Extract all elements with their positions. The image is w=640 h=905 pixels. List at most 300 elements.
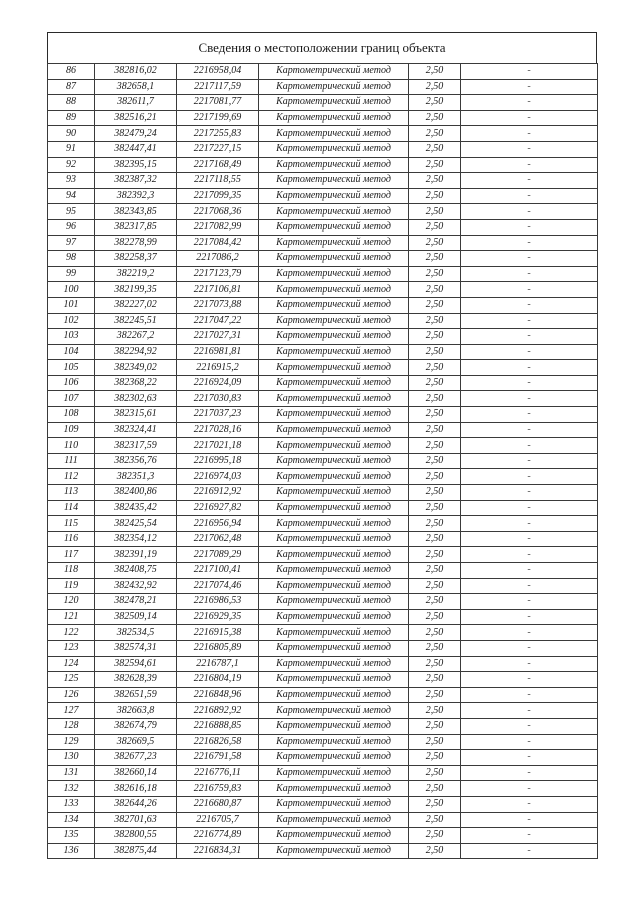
description-cell: - [461, 360, 598, 376]
x-coordinate-cell: 382677,23 [95, 750, 177, 766]
x-coordinate-cell: 382354,12 [95, 531, 177, 547]
description-cell: - [461, 547, 598, 563]
description-cell: - [461, 422, 598, 438]
method-cell: Картометрический метод [259, 453, 409, 469]
accuracy-cell: 2,50 [409, 375, 461, 391]
method-cell: Картометрический метод [259, 344, 409, 360]
table-row [48, 126, 598, 142]
point-number-cell: 123 [48, 640, 95, 656]
x-coordinate-cell: 382302,63 [95, 391, 177, 407]
table-row [48, 157, 598, 173]
method-cell: Картометрический метод [259, 781, 409, 797]
method-cell: Картометрический метод [259, 438, 409, 454]
table-row [48, 453, 598, 469]
accuracy-cell: 2,50 [409, 453, 461, 469]
description-cell: - [461, 173, 598, 189]
x-coordinate-cell: 382258,37 [95, 251, 177, 267]
accuracy-cell: 2,50 [409, 297, 461, 313]
x-coordinate-cell: 382816,02 [95, 64, 177, 80]
point-number-cell: 122 [48, 625, 95, 641]
description-cell: - [461, 594, 598, 610]
method-cell: Картометрический метод [259, 297, 409, 313]
description-cell: - [461, 796, 598, 812]
method-cell: Картометрический метод [259, 734, 409, 750]
table-row [48, 422, 598, 438]
y-coordinate-cell: 2217082,99 [177, 219, 259, 235]
table-row [48, 516, 598, 532]
point-number-cell: 118 [48, 563, 95, 579]
x-coordinate-cell: 382435,42 [95, 500, 177, 516]
x-coordinate-cell: 382509,14 [95, 609, 177, 625]
point-number-cell: 131 [48, 765, 95, 781]
method-cell: Картометрический метод [259, 843, 409, 859]
y-coordinate-cell: 2216915,2 [177, 360, 259, 376]
table-row [48, 407, 598, 423]
table-row [48, 251, 598, 267]
description-cell: - [461, 64, 598, 80]
y-coordinate-cell: 2217084,42 [177, 235, 259, 251]
x-coordinate-cell: 382267,2 [95, 329, 177, 345]
method-cell: Картометрический метод [259, 469, 409, 485]
accuracy-cell: 2,50 [409, 469, 461, 485]
description-cell: - [461, 188, 598, 204]
point-number-cell: 124 [48, 656, 95, 672]
method-cell: Картометрический метод [259, 204, 409, 220]
y-coordinate-cell: 2217027,31 [177, 329, 259, 345]
y-coordinate-cell: 2216892,92 [177, 703, 259, 719]
accuracy-cell: 2,50 [409, 313, 461, 329]
table-row [48, 547, 598, 563]
table-row [48, 578, 598, 594]
method-cell: Картометрический метод [259, 188, 409, 204]
x-coordinate-cell: 382315,61 [95, 407, 177, 423]
x-coordinate-cell: 382644,26 [95, 796, 177, 812]
method-cell: Картометрический метод [259, 126, 409, 142]
description-cell: - [461, 531, 598, 547]
method-cell: Картометрический метод [259, 95, 409, 111]
x-coordinate-cell: 382660,14 [95, 765, 177, 781]
table-row [48, 640, 598, 656]
description-cell: - [461, 781, 598, 797]
accuracy-cell: 2,50 [409, 391, 461, 407]
table-row [48, 828, 598, 844]
method-cell: Картометрический метод [259, 313, 409, 329]
y-coordinate-cell: 2217021,18 [177, 438, 259, 454]
description-cell: - [461, 750, 598, 766]
y-coordinate-cell: 2216915,38 [177, 625, 259, 641]
method-cell: Картометрический метод [259, 531, 409, 547]
method-cell: Картометрический метод [259, 282, 409, 298]
y-coordinate-cell: 2217168,49 [177, 157, 259, 173]
description-cell: - [461, 516, 598, 532]
point-number-cell: 88 [48, 95, 95, 111]
point-number-cell: 112 [48, 469, 95, 485]
y-coordinate-cell: 2217227,15 [177, 141, 259, 157]
method-cell: Картометрический метод [259, 516, 409, 532]
method-cell: Картометрический метод [259, 110, 409, 126]
method-cell: Картометрический метод [259, 765, 409, 781]
accuracy-cell: 2,50 [409, 64, 461, 80]
y-coordinate-cell: 2217086,2 [177, 251, 259, 267]
y-coordinate-cell: 2216912,92 [177, 485, 259, 501]
point-number-cell: 133 [48, 796, 95, 812]
table-row [48, 329, 598, 345]
accuracy-cell: 2,50 [409, 407, 461, 423]
y-coordinate-cell: 2216956,94 [177, 516, 259, 532]
y-coordinate-cell: 2216680,87 [177, 796, 259, 812]
x-coordinate-cell: 382227,02 [95, 297, 177, 313]
y-coordinate-cell: 2216981,81 [177, 344, 259, 360]
point-number-cell: 108 [48, 407, 95, 423]
y-coordinate-cell: 2216787,1 [177, 656, 259, 672]
point-number-cell: 126 [48, 687, 95, 703]
description-cell: - [461, 485, 598, 501]
table-body [48, 64, 598, 859]
x-coordinate-cell: 382516,21 [95, 110, 177, 126]
x-coordinate-cell: 382616,18 [95, 781, 177, 797]
accuracy-cell: 2,50 [409, 360, 461, 376]
table-row [48, 95, 598, 111]
point-number-cell: 91 [48, 141, 95, 157]
method-cell: Картометрический метод [259, 219, 409, 235]
accuracy-cell: 2,50 [409, 251, 461, 267]
table-row [48, 297, 598, 313]
point-number-cell: 127 [48, 703, 95, 719]
method-cell: Картометрический метод [259, 750, 409, 766]
table-row [48, 282, 598, 298]
x-coordinate-cell: 382199,35 [95, 282, 177, 298]
x-coordinate-cell: 382574,31 [95, 640, 177, 656]
point-number-cell: 103 [48, 329, 95, 345]
y-coordinate-cell: 2217255,83 [177, 126, 259, 142]
point-number-cell: 89 [48, 110, 95, 126]
description-cell: - [461, 718, 598, 734]
description-cell: - [461, 469, 598, 485]
x-coordinate-cell: 382447,41 [95, 141, 177, 157]
point-number-cell: 90 [48, 126, 95, 142]
table-row [48, 204, 598, 220]
method-cell: Картометрический метод [259, 329, 409, 345]
table-title: Сведения о местоположении границ объекта [47, 32, 597, 63]
point-number-cell: 95 [48, 204, 95, 220]
point-number-cell: 128 [48, 718, 95, 734]
y-coordinate-cell: 2216705,7 [177, 812, 259, 828]
point-number-cell: 96 [48, 219, 95, 235]
description-cell: - [461, 235, 598, 251]
accuracy-cell: 2,50 [409, 79, 461, 95]
accuracy-cell: 2,50 [409, 750, 461, 766]
method-cell: Картометрический метод [259, 360, 409, 376]
point-number-cell: 130 [48, 750, 95, 766]
x-coordinate-cell: 382478,21 [95, 594, 177, 610]
description-cell: - [461, 687, 598, 703]
point-number-cell: 132 [48, 781, 95, 797]
x-coordinate-cell: 382317,59 [95, 438, 177, 454]
point-number-cell: 119 [48, 578, 95, 594]
description-cell: - [461, 266, 598, 282]
y-coordinate-cell: 2216759,83 [177, 781, 259, 797]
table-row [48, 734, 598, 750]
method-cell: Картометрический метод [259, 422, 409, 438]
accuracy-cell: 2,50 [409, 812, 461, 828]
point-number-cell: 101 [48, 297, 95, 313]
description-cell: - [461, 313, 598, 329]
x-coordinate-cell: 382324,41 [95, 422, 177, 438]
y-coordinate-cell: 2217074,46 [177, 578, 259, 594]
point-number-cell: 129 [48, 734, 95, 750]
accuracy-cell: 2,50 [409, 547, 461, 563]
method-cell: Картометрический метод [259, 625, 409, 641]
method-cell: Картометрический метод [259, 812, 409, 828]
x-coordinate-cell: 382387,32 [95, 173, 177, 189]
description-cell: - [461, 563, 598, 579]
point-number-cell: 109 [48, 422, 95, 438]
x-coordinate-cell: 382594,61 [95, 656, 177, 672]
method-cell: Картометрический метод [259, 141, 409, 157]
point-number-cell: 117 [48, 547, 95, 563]
table-row [48, 843, 598, 859]
description-cell: - [461, 126, 598, 142]
accuracy-cell: 2,50 [409, 329, 461, 345]
accuracy-cell: 2,50 [409, 500, 461, 516]
description-cell: - [461, 812, 598, 828]
method-cell: Картометрический метод [259, 500, 409, 516]
accuracy-cell: 2,50 [409, 656, 461, 672]
description-cell: - [461, 282, 598, 298]
table-row [48, 313, 598, 329]
accuracy-cell: 2,50 [409, 703, 461, 719]
accuracy-cell: 2,50 [409, 95, 461, 111]
y-coordinate-cell: 2217123,79 [177, 266, 259, 282]
method-cell: Картометрический метод [259, 656, 409, 672]
method-cell: Картометрический метод [259, 828, 409, 844]
x-coordinate-cell: 382343,85 [95, 204, 177, 220]
y-coordinate-cell: 2216974,03 [177, 469, 259, 485]
point-number-cell: 121 [48, 609, 95, 625]
y-coordinate-cell: 2217073,88 [177, 297, 259, 313]
point-number-cell: 106 [48, 375, 95, 391]
x-coordinate-cell: 382400,86 [95, 485, 177, 501]
description-cell: - [461, 453, 598, 469]
point-number-cell: 116 [48, 531, 95, 547]
accuracy-cell: 2,50 [409, 235, 461, 251]
y-coordinate-cell: 2216776,11 [177, 765, 259, 781]
y-coordinate-cell: 2216958,04 [177, 64, 259, 80]
description-cell: - [461, 703, 598, 719]
point-number-cell: 107 [48, 391, 95, 407]
accuracy-cell: 2,50 [409, 516, 461, 532]
method-cell: Картометрический метод [259, 672, 409, 688]
method-cell: Картометрический метод [259, 235, 409, 251]
accuracy-cell: 2,50 [409, 141, 461, 157]
method-cell: Картометрический метод [259, 718, 409, 734]
accuracy-cell: 2,50 [409, 485, 461, 501]
accuracy-cell: 2,50 [409, 781, 461, 797]
description-cell: - [461, 344, 598, 360]
method-cell: Картометрический метод [259, 640, 409, 656]
table-row [48, 781, 598, 797]
method-cell: Картометрический метод [259, 547, 409, 563]
accuracy-cell: 2,50 [409, 438, 461, 454]
table-row [48, 235, 598, 251]
y-coordinate-cell: 2216848,96 [177, 687, 259, 703]
accuracy-cell: 2,50 [409, 843, 461, 859]
x-coordinate-cell: 382628,39 [95, 672, 177, 688]
accuracy-cell: 2,50 [409, 266, 461, 282]
y-coordinate-cell: 2217081,77 [177, 95, 259, 111]
table-row [48, 765, 598, 781]
accuracy-cell: 2,50 [409, 594, 461, 610]
document-page [47, 32, 597, 859]
x-coordinate-cell: 382663,8 [95, 703, 177, 719]
description-cell: - [461, 765, 598, 781]
accuracy-cell: 2,50 [409, 578, 461, 594]
accuracy-cell: 2,50 [409, 531, 461, 547]
description-cell: - [461, 110, 598, 126]
method-cell: Картометрический метод [259, 485, 409, 501]
description-cell: - [461, 297, 598, 313]
y-coordinate-cell: 2216834,31 [177, 843, 259, 859]
description-cell: - [461, 500, 598, 516]
y-coordinate-cell: 2216826,58 [177, 734, 259, 750]
x-coordinate-cell: 382368,22 [95, 375, 177, 391]
description-cell: - [461, 407, 598, 423]
accuracy-cell: 2,50 [409, 734, 461, 750]
method-cell: Картометрический метод [259, 375, 409, 391]
point-number-cell: 134 [48, 812, 95, 828]
description-cell: - [461, 656, 598, 672]
table-row [48, 110, 598, 126]
point-number-cell: 98 [48, 251, 95, 267]
table-row [48, 173, 598, 189]
description-cell: - [461, 843, 598, 859]
table-row [48, 360, 598, 376]
description-cell: - [461, 625, 598, 641]
description-cell: - [461, 219, 598, 235]
x-coordinate-cell: 382701,63 [95, 812, 177, 828]
description-cell: - [461, 828, 598, 844]
method-cell: Картометрический метод [259, 703, 409, 719]
accuracy-cell: 2,50 [409, 796, 461, 812]
accuracy-cell: 2,50 [409, 422, 461, 438]
x-coordinate-cell: 382611,7 [95, 95, 177, 111]
accuracy-cell: 2,50 [409, 188, 461, 204]
x-coordinate-cell: 382674,79 [95, 718, 177, 734]
table-row [48, 703, 598, 719]
accuracy-cell: 2,50 [409, 126, 461, 142]
y-coordinate-cell: 2216888,85 [177, 718, 259, 734]
point-number-cell: 113 [48, 485, 95, 501]
description-cell: - [461, 251, 598, 267]
y-coordinate-cell: 2216805,89 [177, 640, 259, 656]
x-coordinate-cell: 382392,3 [95, 188, 177, 204]
y-coordinate-cell: 2217068,36 [177, 204, 259, 220]
table-row [48, 531, 598, 547]
description-cell: - [461, 329, 598, 345]
accuracy-cell: 2,50 [409, 204, 461, 220]
method-cell: Картометрический метод [259, 687, 409, 703]
method-cell: Картометрический метод [259, 79, 409, 95]
point-number-cell: 125 [48, 672, 95, 688]
y-coordinate-cell: 2217117,59 [177, 79, 259, 95]
table-row [48, 344, 598, 360]
y-coordinate-cell: 2217047,22 [177, 313, 259, 329]
table-row [48, 79, 598, 95]
y-coordinate-cell: 2216924,09 [177, 375, 259, 391]
table-row [48, 141, 598, 157]
description-cell: - [461, 609, 598, 625]
y-coordinate-cell: 2216986,53 [177, 594, 259, 610]
x-coordinate-cell: 382349,02 [95, 360, 177, 376]
accuracy-cell: 2,50 [409, 563, 461, 579]
x-coordinate-cell: 382294,92 [95, 344, 177, 360]
accuracy-cell: 2,50 [409, 110, 461, 126]
method-cell: Картометрический метод [259, 391, 409, 407]
y-coordinate-cell: 2216995,18 [177, 453, 259, 469]
table-row [48, 64, 598, 80]
y-coordinate-cell: 2216804,19 [177, 672, 259, 688]
point-number-cell: 115 [48, 516, 95, 532]
description-cell: - [461, 672, 598, 688]
point-number-cell: 100 [48, 282, 95, 298]
table-row [48, 438, 598, 454]
table-row [48, 485, 598, 501]
method-cell: Картометрический метод [259, 64, 409, 80]
table-row [48, 594, 598, 610]
method-cell: Картометрический метод [259, 157, 409, 173]
accuracy-cell: 2,50 [409, 718, 461, 734]
table-row [48, 469, 598, 485]
point-number-cell: 99 [48, 266, 95, 282]
table-row [48, 375, 598, 391]
x-coordinate-cell: 382534,5 [95, 625, 177, 641]
method-cell: Картометрический метод [259, 173, 409, 189]
x-coordinate-cell: 382658,1 [95, 79, 177, 95]
description-cell: - [461, 79, 598, 95]
y-coordinate-cell: 2217089,29 [177, 547, 259, 563]
x-coordinate-cell: 382219,2 [95, 266, 177, 282]
x-coordinate-cell: 382479,24 [95, 126, 177, 142]
y-coordinate-cell: 2217199,69 [177, 110, 259, 126]
description-cell: - [461, 375, 598, 391]
description-cell: - [461, 391, 598, 407]
y-coordinate-cell: 2216927,82 [177, 500, 259, 516]
point-number-cell: 114 [48, 500, 95, 516]
point-number-cell: 86 [48, 64, 95, 80]
y-coordinate-cell: 2217028,16 [177, 422, 259, 438]
table-row [48, 500, 598, 516]
x-coordinate-cell: 382395,15 [95, 157, 177, 173]
y-coordinate-cell: 2217062,48 [177, 531, 259, 547]
point-number-cell: 135 [48, 828, 95, 844]
y-coordinate-cell: 2216791,58 [177, 750, 259, 766]
table-row [48, 609, 598, 625]
y-coordinate-cell: 2216929,35 [177, 609, 259, 625]
y-coordinate-cell: 2216774,89 [177, 828, 259, 844]
table-row [48, 656, 598, 672]
table-row [48, 625, 598, 641]
accuracy-cell: 2,50 [409, 672, 461, 688]
x-coordinate-cell: 382278,99 [95, 235, 177, 251]
table-row [48, 750, 598, 766]
table-row [48, 266, 598, 282]
y-coordinate-cell: 2217030,83 [177, 391, 259, 407]
description-cell: - [461, 157, 598, 173]
table-row [48, 188, 598, 204]
point-number-cell: 104 [48, 344, 95, 360]
x-coordinate-cell: 382245,51 [95, 313, 177, 329]
point-number-cell: 93 [48, 173, 95, 189]
